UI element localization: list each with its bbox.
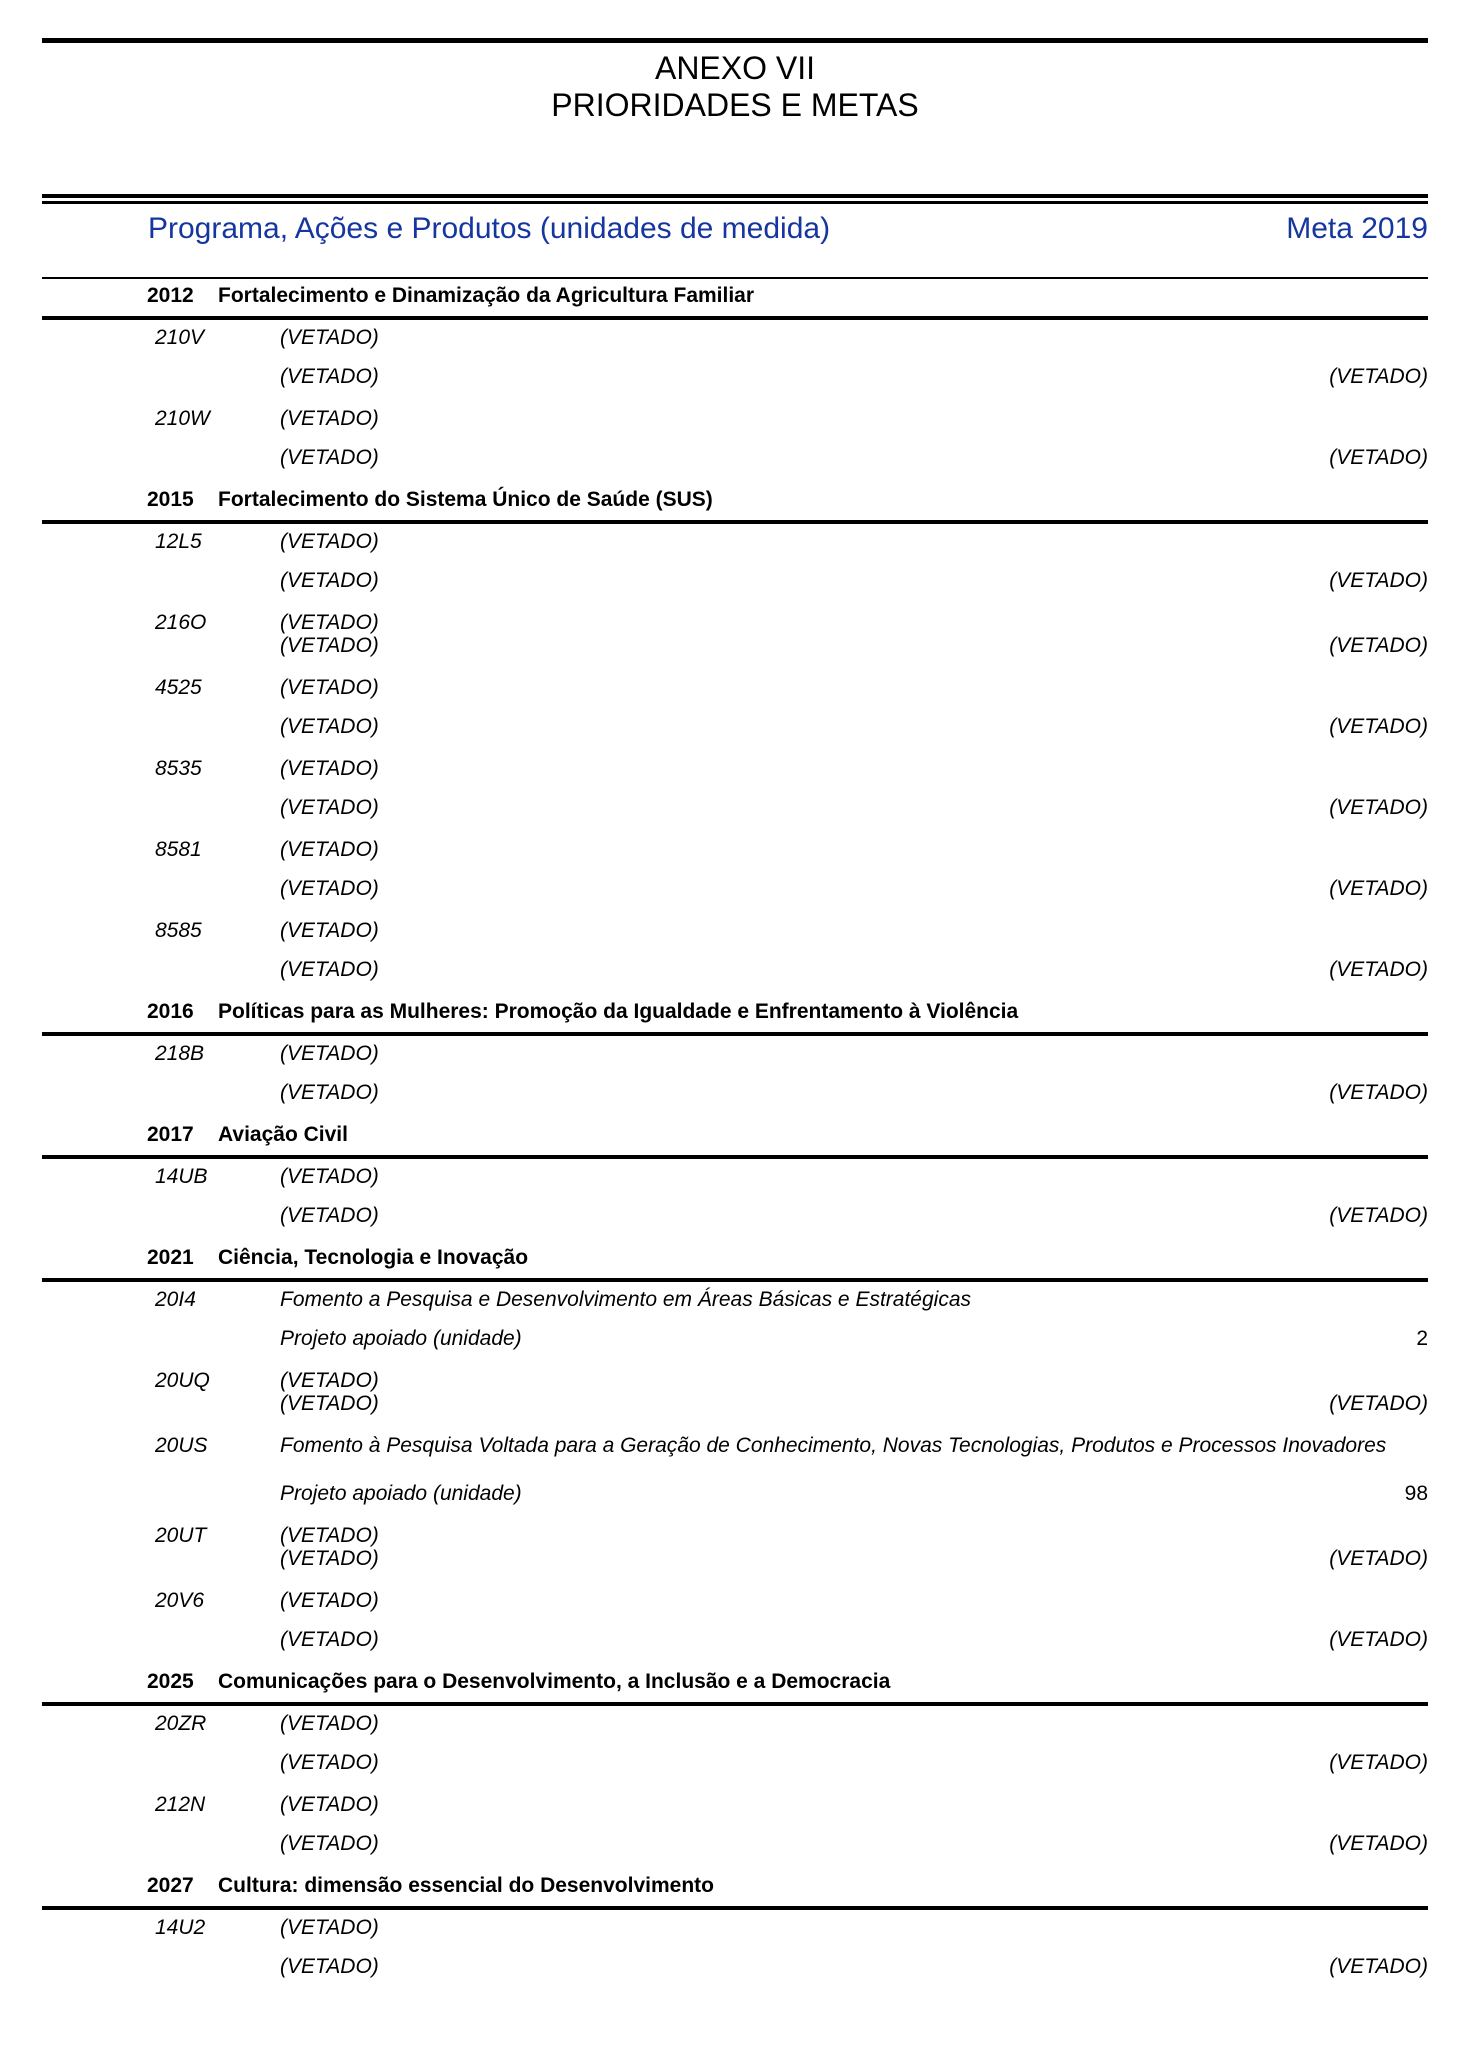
meta-value: (VETADO) (1329, 1628, 1428, 1651)
product-row (42, 365, 1428, 389)
program-section-2025 (42, 1670, 1428, 1856)
action-row (42, 676, 1428, 700)
product-label: (VETADO) (280, 1751, 379, 1774)
program-header-rule (42, 1702, 1428, 1706)
product-label: (VETADO) (280, 796, 379, 819)
program-section-2016 (42, 1000, 1428, 1105)
action-code: 212N (155, 1793, 206, 1816)
product-label: (VETADO) (280, 1955, 379, 1978)
program-section-2027 (42, 1874, 1428, 1979)
action-block (42, 676, 1428, 739)
program-section-2015 (42, 488, 1428, 982)
product-label: (VETADO) (280, 1832, 379, 1855)
action-description: (VETADO) (280, 1369, 379, 1392)
action-code: 20V6 (155, 1589, 205, 1612)
meta-value: (VETADO) (1329, 569, 1428, 592)
action-code: 14UB (155, 1165, 208, 1188)
product-row (42, 796, 1428, 820)
program-title: Ciência, Tecnologia e Inovação (218, 1246, 529, 1269)
action-description: (VETADO) (280, 1712, 379, 1735)
action-block (42, 757, 1428, 820)
program-actions (42, 1042, 1428, 1105)
program-actions (42, 1288, 1428, 1652)
action-block (42, 1589, 1428, 1652)
program-actions (42, 1165, 1428, 1228)
program-header-rule (42, 520, 1428, 524)
action-code: 20ZR (155, 1712, 207, 1735)
product-row (42, 446, 1428, 470)
program-header-rule (42, 1032, 1428, 1036)
title-top-rule (42, 38, 1428, 43)
action-code: 4525 (155, 676, 202, 699)
action-row (42, 407, 1428, 431)
action-row (42, 1916, 1428, 1940)
program-code: 2027 (147, 1874, 194, 1897)
program-header-row (42, 284, 1428, 308)
program-header-row (42, 1123, 1428, 1147)
meta-value: (VETADO) (1329, 1955, 1428, 1978)
product-row (42, 1392, 1428, 1416)
action-description: (VETADO) (280, 1524, 379, 1547)
action-description: (VETADO) (280, 611, 379, 634)
product-row (42, 634, 1428, 658)
action-block (42, 1712, 1428, 1775)
program-header-row (42, 1246, 1428, 1270)
program-code: 2015 (147, 488, 194, 511)
program-header-rule (42, 1278, 1428, 1282)
action-code: 12L5 (155, 530, 202, 553)
product-row (42, 1751, 1428, 1775)
action-block (42, 1369, 1428, 1416)
action-description: (VETADO) (280, 1165, 379, 1188)
action-row (42, 1369, 1428, 1393)
action-code: 218B (155, 1042, 205, 1065)
action-block (42, 1042, 1428, 1105)
product-label: (VETADO) (280, 877, 379, 900)
program-actions (42, 1916, 1428, 1979)
header-double-rule-bottom (42, 201, 1428, 204)
document-title-line2: PRIORIDADES E METAS (551, 87, 919, 123)
action-row (42, 838, 1428, 862)
meta-value: 2 (1416, 1327, 1428, 1350)
program-title: Cultura: dimensão essencial do Desenvolvimento (218, 1874, 714, 1897)
action-code: 8535 (155, 757, 202, 780)
program-code: 2021 (147, 1246, 194, 1269)
program-actions (42, 326, 1428, 470)
program-header-row (42, 488, 1428, 512)
action-code: 20US (155, 1434, 208, 1457)
action-description: (VETADO) (280, 676, 379, 699)
action-code: 20I4 (155, 1288, 196, 1311)
program-header-row (42, 1000, 1428, 1024)
action-code: 20UQ (155, 1369, 210, 1392)
action-row (42, 1288, 1428, 1312)
program-code: 2016 (147, 1000, 194, 1023)
action-row (42, 530, 1428, 554)
program-title: Comunicações para o Desenvolvimento, a Inclusão e a Democracia (218, 1670, 891, 1693)
product-label: (VETADO) (280, 634, 379, 657)
action-description: Fomento a Pesquisa e Desenvolvimento em Áreas Básicas e Estratégicas (280, 1288, 972, 1311)
product-row (42, 958, 1428, 982)
product-row (42, 877, 1428, 901)
action-block (42, 1524, 1428, 1571)
document-title-line1: ANEXO VII (654, 50, 816, 86)
product-label: (VETADO) (280, 365, 379, 388)
product-label: (VETADO) (280, 1081, 379, 1104)
document-title (42, 50, 1428, 124)
action-code: 216O (155, 611, 207, 634)
action-code: 210W (155, 407, 210, 430)
action-row (42, 1589, 1428, 1613)
action-block (42, 407, 1428, 470)
product-row (42, 1081, 1428, 1105)
action-description: (VETADO) (280, 919, 379, 942)
action-description: (VETADO) (280, 530, 379, 553)
program-header-rule (42, 1906, 1428, 1910)
meta-value: (VETADO) (1329, 634, 1428, 657)
column-header-programs: Programa, Ações e Produtos (unidades de medida) (148, 212, 831, 245)
action-row (42, 1793, 1428, 1817)
meta-value: (VETADO) (1329, 715, 1428, 738)
meta-value: (VETADO) (1329, 1081, 1428, 1104)
action-row (42, 1434, 1428, 1458)
action-code: 8585 (155, 919, 202, 942)
meta-value: (VETADO) (1329, 365, 1428, 388)
program-section-2017 (42, 1123, 1428, 1228)
product-row (42, 1327, 1428, 1351)
action-description: (VETADO) (280, 407, 379, 430)
action-block (42, 1793, 1428, 1856)
action-description: (VETADO) (280, 1916, 379, 1939)
program-section-2021 (42, 1246, 1428, 1652)
meta-value: (VETADO) (1329, 1832, 1428, 1855)
action-block (42, 530, 1428, 593)
action-description: (VETADO) (280, 326, 379, 349)
program-title: Políticas para as Mulheres: Promoção da Igualdade e Enfrentamento à Violência (218, 1000, 1019, 1023)
action-block (42, 838, 1428, 901)
action-row (42, 326, 1428, 350)
product-label: Projeto apoiado (unidade) (280, 1482, 522, 1505)
action-row (42, 919, 1428, 943)
product-row (42, 1832, 1428, 1856)
action-description: (VETADO) (280, 1589, 379, 1612)
product-row (42, 715, 1428, 739)
action-description: (VETADO) (280, 838, 379, 861)
meta-value: (VETADO) (1329, 1392, 1428, 1415)
action-code: 210V (155, 326, 205, 349)
product-label: (VETADO) (280, 715, 379, 738)
action-code: 20UT (155, 1524, 207, 1547)
action-row (42, 1524, 1428, 1548)
document-page (0, 38, 1472, 2053)
program-header-rule (42, 316, 1428, 320)
action-block (42, 1165, 1428, 1228)
product-label: (VETADO) (280, 1628, 379, 1651)
action-row (42, 1712, 1428, 1736)
product-row (42, 1955, 1428, 1979)
action-row (42, 757, 1428, 781)
product-label: (VETADO) (280, 1204, 379, 1227)
program-code: 2017 (147, 1123, 194, 1146)
product-row (42, 569, 1428, 593)
table-header-row (42, 212, 1428, 246)
action-block (42, 326, 1428, 389)
meta-value: (VETADO) (1329, 958, 1428, 981)
product-row (42, 1204, 1428, 1228)
product-row (42, 1482, 1428, 1506)
product-label: Projeto apoiado (unidade) (280, 1327, 522, 1350)
action-code: 8581 (155, 838, 202, 861)
meta-value: (VETADO) (1329, 1204, 1428, 1227)
program-header-row (42, 1874, 1428, 1898)
program-title: Fortalecimento e Dinamização da Agricultura Familiar (218, 284, 755, 307)
action-description: Fomento à Pesquisa Voltada para a Geração de Conhecimento, Novas Tecnologias, Produtos e Processos Inovadores (280, 1434, 1387, 1457)
program-actions (42, 530, 1428, 982)
action-block (42, 1434, 1428, 1506)
program-header-row (42, 1670, 1428, 1694)
meta-value: (VETADO) (1329, 1547, 1428, 1570)
header-separator-rule (42, 277, 1428, 279)
action-description: (VETADO) (280, 757, 379, 780)
meta-value: (VETADO) (1329, 1751, 1428, 1774)
document-sheet (42, 38, 1428, 1979)
meta-value: (VETADO) (1329, 446, 1428, 469)
program-code: 2012 (147, 284, 194, 307)
action-row (42, 1165, 1428, 1189)
column-header-meta-2019: Meta 2019 (1286, 212, 1428, 245)
action-row (42, 611, 1428, 635)
program-code: 2025 (147, 1670, 194, 1693)
product-label: (VETADO) (280, 569, 379, 592)
action-block (42, 1288, 1428, 1351)
table-body (42, 284, 1428, 1979)
action-description: (VETADO) (280, 1042, 379, 1065)
product-label: (VETADO) (280, 958, 379, 981)
action-block (42, 611, 1428, 658)
program-title: Aviação Civil (218, 1123, 348, 1146)
product-label: (VETADO) (280, 446, 379, 469)
action-description: (VETADO) (280, 1793, 379, 1816)
action-block (42, 1916, 1428, 1979)
action-row (42, 1042, 1428, 1066)
product-row (42, 1628, 1428, 1652)
action-block (42, 919, 1428, 982)
action-code: 14U2 (155, 1916, 206, 1939)
header-double-rule-top (42, 194, 1428, 198)
meta-value: (VETADO) (1329, 796, 1428, 819)
program-section-2012 (42, 284, 1428, 470)
product-label: (VETADO) (280, 1392, 379, 1415)
program-title: Fortalecimento do Sistema Único de Saúde (SUS) (218, 488, 713, 511)
product-label: (VETADO) (280, 1547, 379, 1570)
program-actions (42, 1712, 1428, 1856)
program-header-rule (42, 1155, 1428, 1159)
product-row (42, 1547, 1428, 1571)
meta-value: 98 (1404, 1482, 1428, 1505)
meta-value: (VETADO) (1329, 877, 1428, 900)
